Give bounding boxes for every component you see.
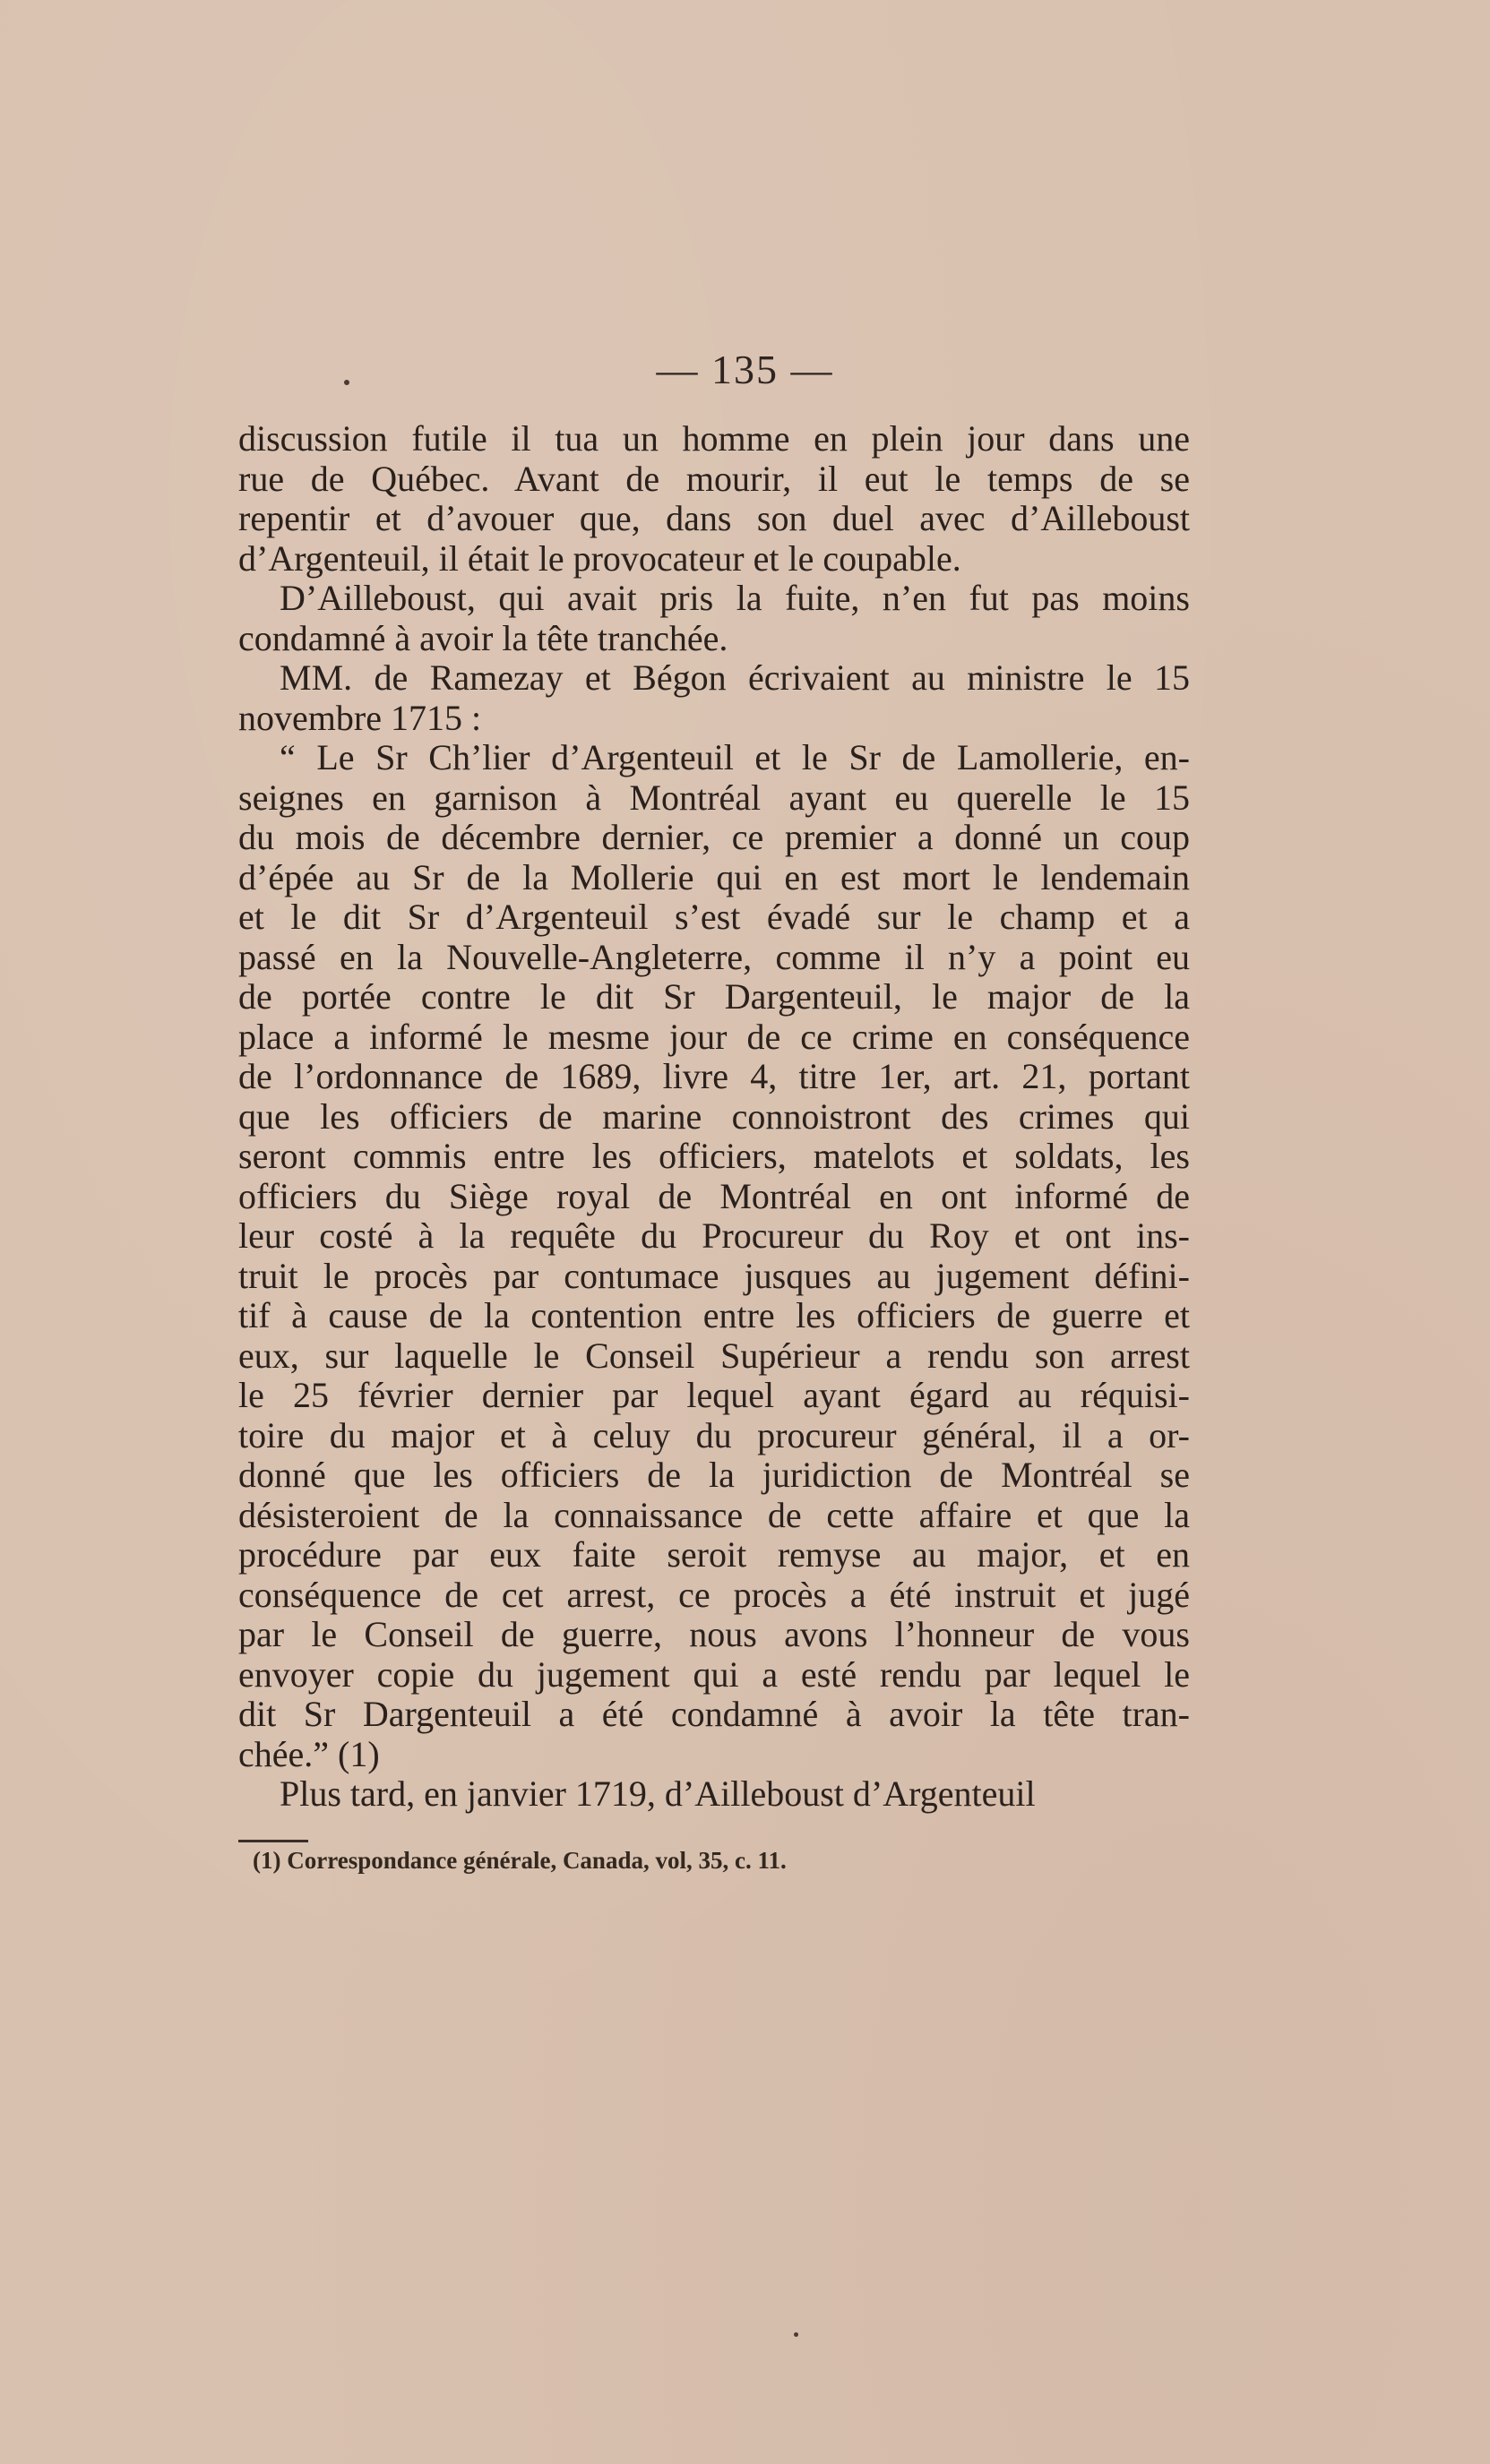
text-line: condamné à avoir la tête tranchée. — [238, 617, 728, 658]
text-line: discussion futile il tua un homme en plein jour dans une — [238, 418, 1190, 459]
text-line: officiers du Siège royal de Montréal en ont informé de — [238, 1175, 1190, 1216]
text-line: et le dit Sr d’Argenteuil s’est évadé sur le champ et a — [238, 897, 1190, 937]
text-line: tif à cause de la contention entre les officiers de guerre et — [238, 1295, 1190, 1335]
footnote: (1) Correspondance générale, Canada, vol, 35, c. 11. — [253, 1847, 787, 1874]
text-line: Plus tard, en janvier 1719, d’Ailleboust d’Argenteuil — [280, 1773, 1036, 1814]
text-line: d’Argenteuil, il était le provocateur et le coupable. — [238, 537, 961, 579]
text-line: eux, sur laquelle le Conseil Supérieur a rendu son arrest — [238, 1335, 1190, 1376]
text-line: désisteroient de la connaissance de cette affaire et que la — [238, 1494, 1190, 1535]
text-line: envoyer copie du jugement qui a esté rendu par lequel le — [238, 1653, 1190, 1695]
body-text — [238, 419, 1190, 1815]
text-line: repentir et d’avouer que, dans son duel avec d’Ailleboust — [238, 498, 1190, 538]
text-line: seignes en garnison à Montréal ayant eu querelle le 15 — [238, 777, 1190, 818]
text-line: procédure par eux faite seroit remyse au major, et en — [238, 1534, 1190, 1575]
text-line: d’épée au Sr de la Mollerie qui en est mort le lendemain — [238, 856, 1190, 897]
page-number: — 135 — — [656, 347, 834, 392]
text-line: chée.” (1) — [238, 1733, 380, 1774]
text-line: leur costé à la requête du Procureur du Roy et ont ins- — [238, 1215, 1190, 1256]
text-line: truit le procès par contumace jusques au jugement défini- — [238, 1255, 1190, 1296]
footnote-divider — [238, 1840, 308, 1842]
text-line: par le Conseil de guerre, nous avons l’honneur de vous — [238, 1614, 1190, 1654]
page-speck — [794, 2332, 798, 2337]
text-line: MM. de Ramezay et Bégon écrivaient au ministre le 15 — [280, 657, 1190, 698]
text-line: dit Sr Dargenteuil a été condamné à avoir la tête tran- — [238, 1694, 1190, 1734]
text-line: que les officiers de marine connoistront des crimes qui — [238, 1095, 1190, 1137]
text-line: “ Le Sr Ch’lier d’Argenteuil et le Sr de Lamollerie, en- — [280, 737, 1190, 777]
text-line: du mois de décembre dernier, ce premier a donné un coup — [238, 817, 1190, 857]
text-line: passé en la Nouvelle-Angleterre, comme il n’y a point eu — [238, 936, 1190, 977]
text-line: conséquence de cet arrest, ce procès a été instruit et jugé — [238, 1574, 1190, 1615]
text-line: de l’ordonnance de 1689, livre 4, titre 1er, art. 21, portant — [238, 1056, 1190, 1096]
text-line: D’Ailleboust, qui avait pris la fuite, n’en fut pas moins — [280, 578, 1190, 618]
text-line: donné que les officiers de la juridiction de Montréal se — [238, 1455, 1190, 1495]
page-speck — [344, 380, 349, 385]
text-line: le 25 février dernier par lequel ayant égard au réquisi- — [238, 1375, 1190, 1415]
text-line: place a informé le mesme jour de ce crime en conséquence — [238, 1016, 1190, 1057]
text-line: toire du major et à celuy du procureur général, il a or- — [238, 1414, 1190, 1455]
text-line: seront commis entre les officiers, matelots et soldats, les — [238, 1136, 1190, 1176]
text-line: rue de Québec. Avant de mourir, il eut le temps de se — [238, 458, 1190, 499]
text-line: novembre 1715 : — [238, 697, 482, 738]
text-line: de portée contre le dit Sr Dargenteuil, le major de la — [238, 976, 1190, 1017]
